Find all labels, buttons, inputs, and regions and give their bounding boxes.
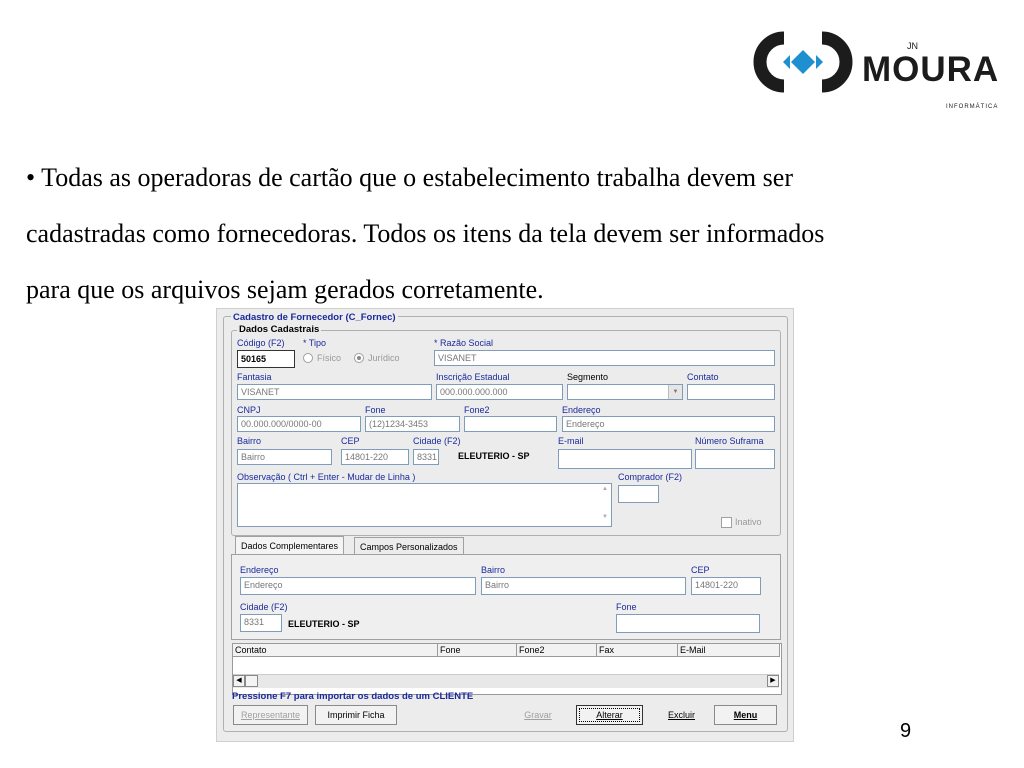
codigo-label: Código (F2): [237, 338, 285, 348]
fone2-label: Fone2: [464, 405, 490, 415]
cep-field[interactable]: 14801-220: [341, 449, 409, 465]
fone-label: Fone: [365, 405, 386, 415]
slide-paragraph: [26, 150, 1001, 318]
excluir-label: Excluir: [667, 710, 695, 720]
contato-label: Contato: [687, 372, 719, 382]
scroll-thumb[interactable]: [245, 675, 258, 687]
brand-name: MOURA: [862, 50, 1000, 89]
contacts-grid-header: [232, 643, 780, 657]
inativo-label: Inativo: [735, 517, 762, 527]
tipo-label: * Tipo: [303, 338, 327, 348]
cidade-label: Cidade (F2): [413, 436, 461, 446]
imprimir-ficha-button[interactable]: [315, 705, 397, 725]
grid-col-fone[interactable]: Fone: [438, 644, 517, 656]
cidade-code-field[interactable]: 8331: [413, 449, 439, 465]
scroll-down-icon[interactable]: ▼: [602, 514, 608, 520]
razao-social-field[interactable]: VISANET: [434, 350, 775, 366]
paragraph-line: cadastradas como fornecedoras. Todos os itens da tela devem ser informados: [26, 219, 825, 248]
fantasia-label: Fantasia: [237, 372, 272, 382]
paragraph-line: • Todas as operadoras de cartão que o estabelecimento trabalha devem ser: [26, 163, 793, 192]
grid-col-contato[interactable]: Contato: [233, 644, 438, 656]
group-title: Dados Cadastrais: [239, 324, 320, 335]
comp-cep-field[interactable]: 14801-220: [691, 577, 761, 595]
inscricao-estadual-field[interactable]: 000.000.000.000: [436, 384, 563, 400]
tipo-juridico-radio[interactable]: [354, 353, 364, 363]
horizontal-scrollbar[interactable]: [233, 674, 779, 688]
inativo-checkbox[interactable]: [721, 517, 732, 528]
tab-campos-personalizados[interactable]: Campos Personalizados: [354, 537, 464, 556]
codigo-field[interactable]: 50165: [237, 350, 295, 368]
endereco-label: Endereço: [562, 405, 601, 415]
import-hint: Pressione F7 para importar os dados de um CLIENTE: [232, 691, 474, 702]
fone-field[interactable]: (12)1234-3453: [365, 416, 460, 432]
cidade-name: ELEUTERIO - SP: [458, 451, 530, 461]
cep-label: CEP: [341, 436, 360, 446]
chevron-down-icon[interactable]: ▼: [668, 385, 682, 399]
tipo-fisico-radio[interactable]: [303, 353, 313, 363]
observacao-label: Observação ( Ctrl + Enter - Mudar de Linha ): [237, 472, 416, 482]
imprimir-ficha-label: Imprimir Ficha: [327, 710, 385, 720]
tab-dados-complementares[interactable]: Dados Complementares: [235, 536, 344, 556]
comp-bairro-field[interactable]: Bairro: [481, 577, 686, 595]
numero-suframa-label: Número Suframa: [695, 436, 764, 446]
cnpj-field[interactable]: 00.000.000/0000-00: [237, 416, 361, 432]
comprador-label: Comprador (F2): [618, 472, 683, 482]
bairro-field[interactable]: Bairro: [237, 449, 332, 465]
representante-button[interactable]: [233, 705, 308, 725]
contato-field[interactable]: [687, 384, 775, 400]
comp-cep-label: CEP: [691, 565, 710, 575]
observacao-textarea[interactable]: [237, 483, 612, 527]
gravar-button[interactable]: [511, 705, 565, 725]
tipo-juridico-label: Jurídico: [368, 353, 400, 363]
menu-button[interactable]: [714, 705, 777, 725]
scroll-up-icon[interactable]: ▲: [602, 486, 608, 492]
brand-tagline: INFORMÁTICA: [946, 104, 999, 110]
numero-suframa-field[interactable]: [695, 449, 775, 469]
comp-bairro-label: Bairro: [481, 565, 506, 575]
window-title: Cadastro de Fornecedor (C_Fornec): [233, 312, 396, 323]
razao-social-label: * Razão Social: [434, 338, 494, 348]
comp-endereco-label: Endereço: [240, 565, 279, 575]
paragraph-line: para que os arquivos sejam gerados corretamente.: [26, 275, 544, 304]
alterar-label: Alterar: [596, 710, 623, 720]
representante-label: Representante: [240, 710, 301, 720]
comp-cidade-name: ELEUTERIO - SP: [288, 619, 360, 629]
menu-label: Menu: [733, 710, 758, 720]
moura-logo-mark: [750, 28, 1000, 118]
supplier-form-window: [216, 308, 794, 742]
grid-col-fax[interactable]: Fax: [597, 644, 678, 656]
email-label: E-mail: [558, 436, 584, 446]
brand-superscript: JN: [907, 41, 918, 51]
fantasia-field[interactable]: VISANET: [237, 384, 432, 400]
inscricao-estadual-label: Inscrição Estadual: [436, 372, 510, 382]
segmento-select[interactable]: [567, 384, 683, 400]
scroll-right-icon[interactable]: ▶: [767, 675, 779, 687]
page-number: 9: [900, 720, 912, 742]
endereco-field[interactable]: Endereço: [562, 416, 775, 432]
fone2-field[interactable]: [464, 416, 557, 432]
excluir-button[interactable]: [654, 705, 709, 725]
comp-fone-field[interactable]: [616, 614, 760, 633]
comp-cidade-label: Cidade (F2): [240, 602, 288, 612]
segmento-label: Segmento: [567, 372, 609, 382]
cnpj-label: CNPJ: [237, 405, 261, 415]
alterar-button[interactable]: [576, 705, 643, 725]
moura-logo: [750, 28, 1000, 118]
email-field[interactable]: [558, 449, 692, 469]
tipo-fisico-label: Físico: [317, 353, 342, 363]
bairro-label: Bairro: [237, 436, 262, 446]
comp-endereco-field[interactable]: Endereço: [240, 577, 476, 595]
scroll-left-icon[interactable]: ◀: [233, 675, 245, 687]
gravar-label: Gravar: [524, 710, 552, 720]
grid-col-email[interactable]: E-Mail: [680, 645, 706, 655]
comp-cidade-code-field[interactable]: 8331: [240, 614, 282, 632]
grid-col-fone2[interactable]: Fone2: [517, 644, 597, 656]
comp-fone-label: Fone: [616, 602, 637, 612]
comprador-field[interactable]: [618, 485, 659, 503]
